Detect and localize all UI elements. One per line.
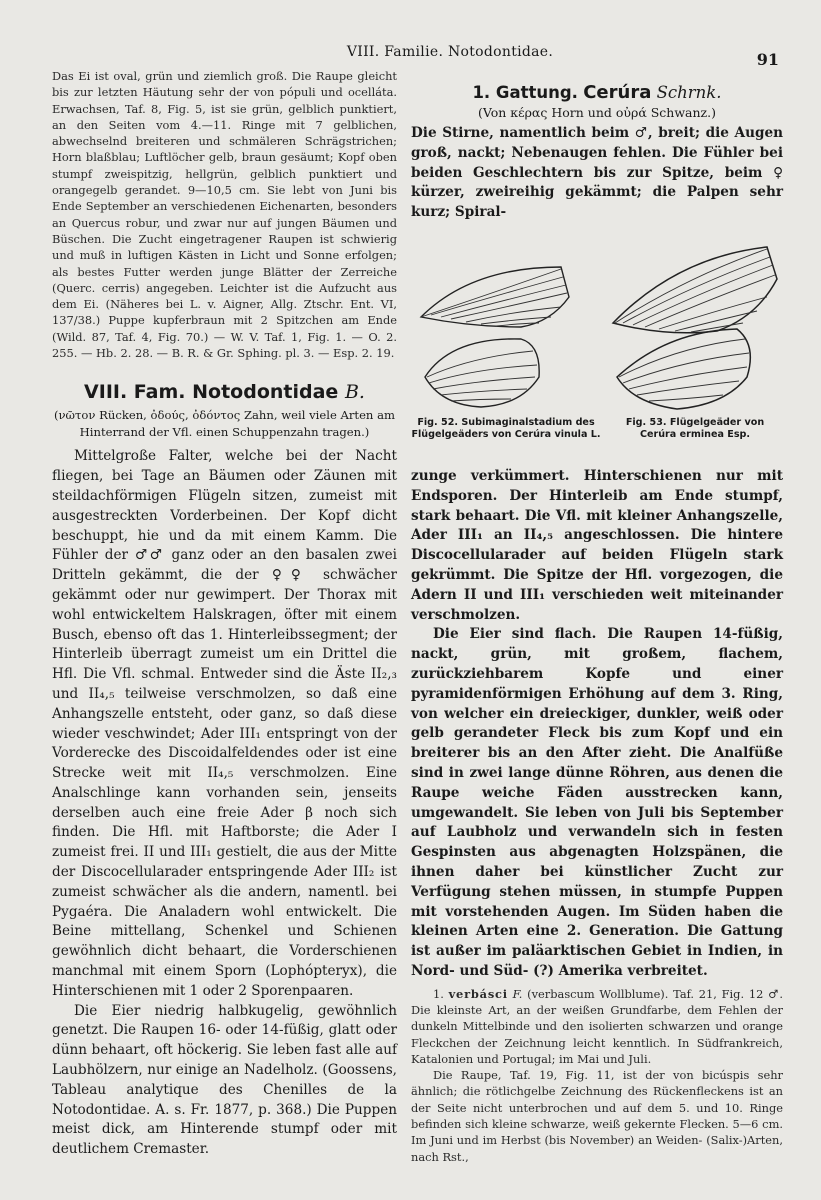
- paragraph-family-characters: Mittelgroße Falter, welche bei der Nacht fliegen, bei Tage an Bäumen oder Zäunen mit steildachförmigen Flügeln sitzen, zumeist mit ausgestreckten Vorderbeinen. Der Kopf dicht beschuppt, hie und da mit einem Kamm. Die Fühler der ♂♂ ganz oder an den basalen zwei Dritteln gekämmt, die der ♀♀ schwächer gekämmt oder nur gewimpert. Der Thorax mit wohl entwickeltem Halskragen, öfter mit einem Busch, ebenso oft das 1. Hinterleibssegment; der Hinterleib überragt zumeist um ein Drittel die Hfl. Die Vfl. schmal. Entweder sind die Äste II₂,₃ und II₄,₅ teilweise verschmolzen, so daß eine Anhangszelle entsteht, oder ganz, so daß diese wieder veschwindet; Ader III₁ entspringt von der Vorderecke des Discoidalfeldendes oder ist eine Strecke weit mit II₄,₅ verschmolzen. Eine Analschlinge kann vorhanden sein, jenseits derselben auch eine freie Ader β noch sich finden. Die Hfl. mit Haftborste; die Ader I zumeist frei. II und III₁ gestielt, die aus der Mitte der Discocellularader entspringende Ader III₂ ist zumeist schwächer als die andern, namentl. bei Pygaéra. Die Analadern wohl entwickelt. Die Beine mittellang, Schenkel und Schienen gewöhnlich dicht behaart, die Vorderschienen manchmal mit einem Sporn (Lophópteryx), die Hinterschienen mit 1 oder 2 Sporenpaaren.: [52, 448, 397, 999]
- family-heading: [52, 381, 397, 403]
- right-column: [411, 78, 783, 1165]
- genus-heading-author: Schrnk.: [656, 83, 722, 102]
- figures-wing-venation: [411, 227, 783, 461]
- species-entry-verbasci: [411, 986, 783, 1067]
- paragraph-genus-venation: zunge verkümmert. Hinterschienen nur mit Endsporen. Der Hinterleib am Ende stumpf, stark behaart. Die Vfl. mit kleiner Anhangszelle, Ader III₁ an II₄,₅ angeschlossen. Die hintere Discocellularader auf beiden Flügeln stark gekrümmt. Die Spitze der Hfl. vorgezogen, die Adern II und III₁ verschieden weit miteinander verschmolzen.: [411, 467, 783, 623]
- paragraph-genus-larvae: Die Eier sind flach. Die Raupen 14-füßig, nackt, grün, mit großem, flachem, zurückziehbarem Kopfe und einer pyramidenförmigen Erhöhung auf dem 3. Ring, von welcher ein dreieckiger, dunkler, weiß oder gelb gerandeter Fleck bis zum Kopf und ein breiterer bis an den After zieht. Die Analfüße sind in zwei lange dünne Röhren, aus denen die Raupe weiche Fäden ausstrecken kann, umgewandelt. Sie leben von Juli bis September auf Laubholz und verwandeln sich in festen Gespinsten aus abgenagten Holzspänen, die ihnen daher bei künstlicher Zucht zur Verfügung stehen müssen, in stumpfe Puppen mit vorstehenden Augen. Im Süden haben die kleinen Arten eine 2. Generation. Die Gattung ist außer im paläarktischen Gebiet in Indien, in Nord- und Süd- (?) Amerika verbreitet.: [411, 626, 783, 979]
- family-heading-author: B.: [344, 381, 365, 404]
- paragraph-genus-characters: Die Stirne, namentlich beim ♂, breit; die Augen groß, nackt; Nebenaugen fehlen. Die Fühler bei beiden Geschlechtern bis zur Spitze, beim ♀ kürzer, zweireihig gekämmt; die Palpen sehr kurz; Spiral-: [411, 125, 783, 221]
- figure-52: [411, 227, 601, 441]
- paragraph-family-larvae: Die Eier niedrig halbkugelig, gewöhnlich genetzt. Die Raupen 16- oder 14-füßig, glatt oder dünn behaart, oft höckerig. Sie leben fast alle auf Laubhölzern, nur einige an Nadelholz. (Goossens, Tableau analytique des Chenilles de la Notodontidae. A. s. Fr. 1877, p. 368.) Die Puppen meist dick, am Hinterende stumpf oder mit deutlichem Cremaster.: [52, 1002, 397, 1158]
- left-column: [52, 68, 397, 1160]
- wing-venation-vinula-illustration: [411, 227, 601, 417]
- paragraph-egg-description: Das Ei ist oval, grün und ziemlich groß. Die Raupe gleicht bis zur letzten Häutung sehr der von pópuli und ocelláta. Erwachsen, Taf. 8, Fig. 5, ist sie grün, gelblich punktiert, an den Seiten vom 4.—11. Ringe mit 7 gelblichen, abwechselnd breiteren und schmäleren Schrägstrichen; Horn blaßblau; Luftlöcher gelb, braun gesäumt; Kopf oben stumpf zweispitzig, hellgrün, gelblich punktiert und orangegelb gerandet. 9—10,5 cm. Sie lebt von Juni bis Ende September an verschiedenen Eichenarten, besonders an Quercus robur, und zwar nur auf jungen Bäumen und Büschen. Die Zucht eingetragener Raupen ist schwierig und muß in luftigen Kästen in Licht und Sonne erfolgen; als bestes Futter werden junge Blätter der Zerreiche (Querc. cerris) angegeben. Leichter ist die Aufzucht aus dem Ei. (Näheres bei L. v. Aigner, Allg. Ztschr. Ent. VI, 137/38.) Puppe kupferbraun mit 2 Spitzchen am Ende (Wild. 87, Taf. 4, Fig. 70.) — W. V. Taf. 1, Fig. 1. — O. 2. 255. — Hb. 2. 28. — B. R. & Gr. Sphing. pl. 3. — Esp. 2. 19.: [52, 69, 397, 361]
- family-etymology: (νῶτον Rücken, ὀδούς, ὀδόντος Zahn, weil viele Arten am Hinterrand der Vfl. einen Schuppenzahn tragen.): [53, 408, 395, 440]
- figure-52-caption: Fig. 52. Subimaginalstadium des Flügelgeäders von Cerúra vinula L.: [411, 416, 601, 441]
- species-description: (verbascum Wollblume). Taf. 21, Fig. 12 ♂. Die kleinste Art, an der weißen Grundfarbe, dem Fehlen der dunkeln Mittelbinde und den isolierten schwarzen und orange Fleckchen der Zeichnung leicht kenntlich. In Südfrankreich, Katalonien und Portugal; im Mai und Juli.: [411, 986, 784, 1066]
- family-heading-name: Notodontidae: [192, 381, 339, 404]
- figure-53: [607, 227, 783, 441]
- genus-heading-label: 1. Gattung.: [472, 83, 578, 102]
- species-name: verbásci: [448, 986, 508, 1001]
- figure-53-caption: Fig. 53. Flügelgeäder von Cerúra erminea Esp.: [625, 416, 765, 441]
- species-number: 1.: [433, 986, 444, 1001]
- running-head: VIII. Familie. Notodontidae.: [346, 44, 554, 60]
- species-author: F.: [512, 986, 523, 1001]
- genus-etymology: (Von κέρας Horn und οὐρά Schwanz.): [477, 105, 716, 120]
- genus-heading: [411, 82, 783, 103]
- family-heading-roman: VIII. Fam.: [84, 381, 186, 404]
- wing-venation-erminea-illustration: [607, 227, 783, 417]
- genus-heading-name: Cerúra: [583, 82, 652, 103]
- paragraph-species-larva: Die Raupe, Taf. 19, Fig. 11, ist der von bicúspis sehr ähnlich; die rötlichgelbe Zeichnung des Rückenfleckens ist an der Seite nicht unterbrochen und auf dem 5. und 10. Ringe befinden sich kleine schwarze, weiß gekernte Flecken. 5—6 cm. Im Juni und im Herbst (bis November) an Weiden- (Salix-)Arten, nach Rst.,: [411, 1068, 783, 1164]
- page-number: 91: [756, 50, 779, 69]
